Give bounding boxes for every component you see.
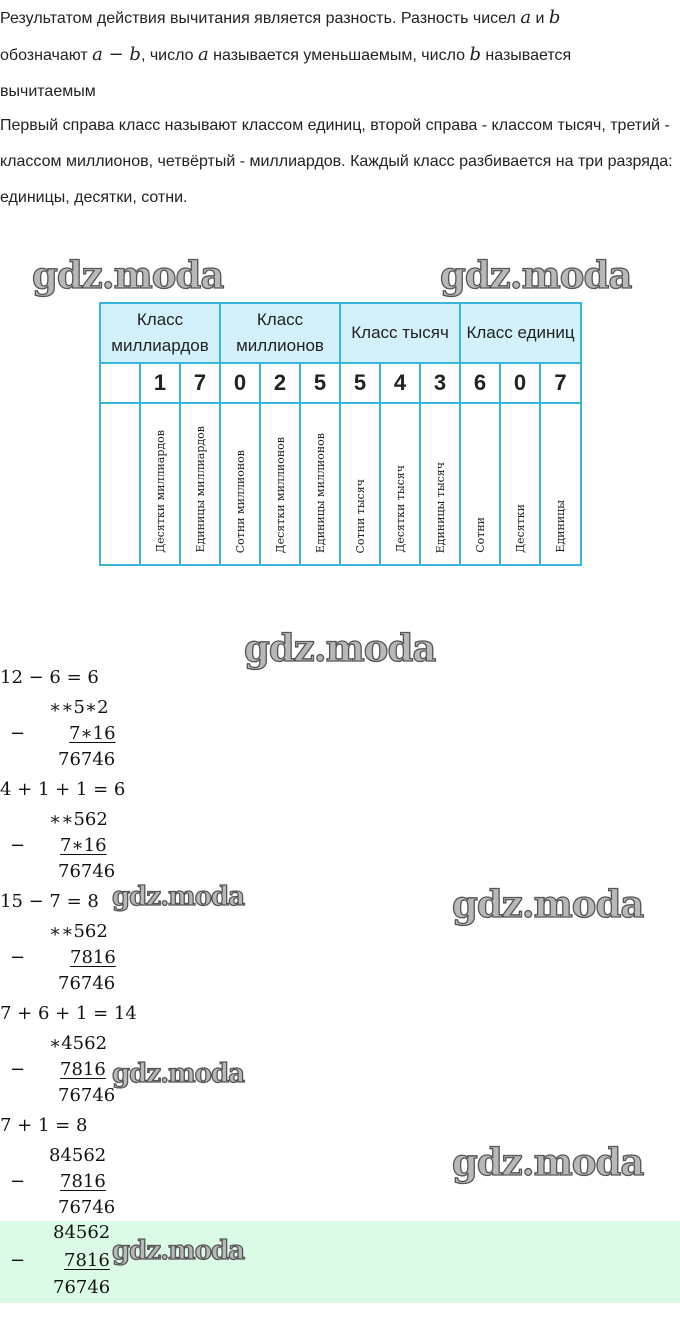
step-equation: 4 + 1 + 1 = 6 — [0, 779, 126, 800]
watermark: gdz.moda — [112, 1059, 245, 1089]
minuend: 84562 — [49, 1145, 107, 1166]
var-b: b — [469, 44, 481, 65]
intro-text: обозначают — [0, 47, 93, 64]
subtrahend: 7∗16 — [69, 723, 116, 744]
place-cell — [460, 403, 500, 565]
digit-cell: 4 — [380, 363, 420, 403]
intro-text: Результатом действия вычитания является разность. Разность чисел — [0, 10, 521, 27]
minus-sign: − — [10, 1171, 26, 1192]
var-a: a — [197, 44, 209, 65]
minuend: ∗∗562 — [49, 809, 108, 830]
place-cell — [140, 403, 180, 565]
intro-line-1 — [0, 0, 680, 37]
intro-text: и — [531, 10, 549, 27]
intro-line-2 — [0, 37, 680, 74]
digit-cell: 6 — [460, 363, 500, 403]
difference: 76746 — [58, 1197, 116, 1218]
watermark: gdz.moda — [112, 1236, 245, 1266]
intro-text: называется — [480, 47, 572, 64]
step-equation: 12 − 6 = 6 — [0, 667, 99, 688]
difference: 76746 — [58, 749, 116, 770]
digit-cell: 7 — [540, 363, 581, 403]
place-label: Единицы тысяч — [433, 461, 447, 553]
place-label: Десятки миллионов — [273, 436, 287, 553]
digit-cell: 5 — [340, 363, 380, 403]
place-cell — [100, 403, 140, 565]
minus-sign: − — [10, 1059, 26, 1080]
subtrahend: 7816 — [60, 1059, 106, 1080]
watermark: gdz.moda — [452, 882, 644, 926]
place-label: Сотни — [473, 517, 487, 553]
place-label: Сотни тысяч — [353, 478, 367, 553]
place-cell — [220, 403, 260, 565]
place-cell — [420, 403, 460, 565]
subtrahend: 7∗16 — [60, 835, 107, 856]
step-equation: 7 + 1 = 8 — [0, 1115, 88, 1136]
digit-cell: 2 — [260, 363, 300, 403]
step-equation: 15 − 7 = 8 — [0, 891, 99, 912]
step-equation: 7 + 6 + 1 = 14 — [0, 1003, 137, 1024]
class-header-millions: Класс миллионов — [220, 303, 340, 363]
minuend: ∗4562 — [49, 1033, 108, 1054]
intro-text: , число — [140, 47, 198, 64]
place-value-table — [99, 302, 582, 566]
place-cell — [300, 403, 340, 565]
difference: 76746 — [58, 1085, 116, 1106]
place-cell — [380, 403, 420, 565]
var-a: a — [520, 7, 532, 28]
place-label: Десятки тысяч — [393, 465, 407, 553]
class-header-thousands: Класс тысяч — [340, 303, 460, 363]
minus-sign: − — [10, 947, 26, 968]
watermark: gdz.moda — [112, 882, 245, 912]
subtrahend: 7816 — [60, 1171, 106, 1192]
place-label: Единицы миллиардов — [193, 426, 207, 553]
difference: 76746 — [58, 861, 116, 882]
final-minuend: 84562 — [53, 1222, 111, 1243]
watermark: gdz.moda — [32, 253, 224, 297]
difference: 76746 — [58, 973, 116, 994]
final-difference: 76746 — [53, 1277, 111, 1298]
digit-cell: 0 — [220, 363, 260, 403]
place-label: Единицы миллионов — [313, 432, 327, 553]
place-label: Сотни миллионов — [233, 449, 247, 553]
intro-paragraph — [0, 0, 680, 110]
minus-sign: − — [10, 723, 26, 744]
intro-text: называется уменьшаемым, число — [208, 47, 470, 64]
intro-line-3: вычитаемым — [0, 83, 96, 100]
digit-cell — [100, 363, 140, 403]
place-cell — [540, 403, 581, 565]
digit-cell: 1 — [140, 363, 180, 403]
classes-paragraph: Первый справа класс называют классом единиц, второй справа - классом тысяч, третий - классом миллионов, четвёртый - миллиардов. Каждый класс разбивается на три разряда: единицы, десятки, сотни. — [0, 117, 673, 206]
place-label: Единицы — [554, 500, 568, 553]
place-label: Десятки — [513, 504, 527, 553]
watermark: gdz.moda — [452, 1140, 644, 1184]
watermark: gdz.moda — [440, 253, 632, 297]
minus-sign: − — [10, 835, 26, 856]
digit-cell: 7 — [180, 363, 220, 403]
place-label: Десятки миллиардов — [153, 430, 167, 553]
place-cell — [260, 403, 300, 565]
digit-cell: 0 — [500, 363, 540, 403]
difference-expression: a − b — [92, 44, 141, 65]
place-cell — [180, 403, 220, 565]
minuend: ∗∗5∗2 — [49, 697, 109, 718]
place-cell — [500, 403, 540, 565]
watermark: gdz.moda — [244, 626, 436, 670]
digit-cell: 5 — [300, 363, 340, 403]
minus-sign: − — [10, 1250, 26, 1271]
var-b: b — [548, 7, 561, 28]
final-subtrahend: 7816 — [64, 1250, 110, 1271]
digit-cell: 3 — [420, 363, 460, 403]
minuend: ∗∗562 — [49, 921, 108, 942]
class-header-billions: Класс миллиардов — [100, 303, 220, 363]
subtrahend: 7816 — [70, 947, 116, 968]
class-header-units: Класс единиц — [460, 303, 581, 363]
place-cell — [340, 403, 380, 565]
